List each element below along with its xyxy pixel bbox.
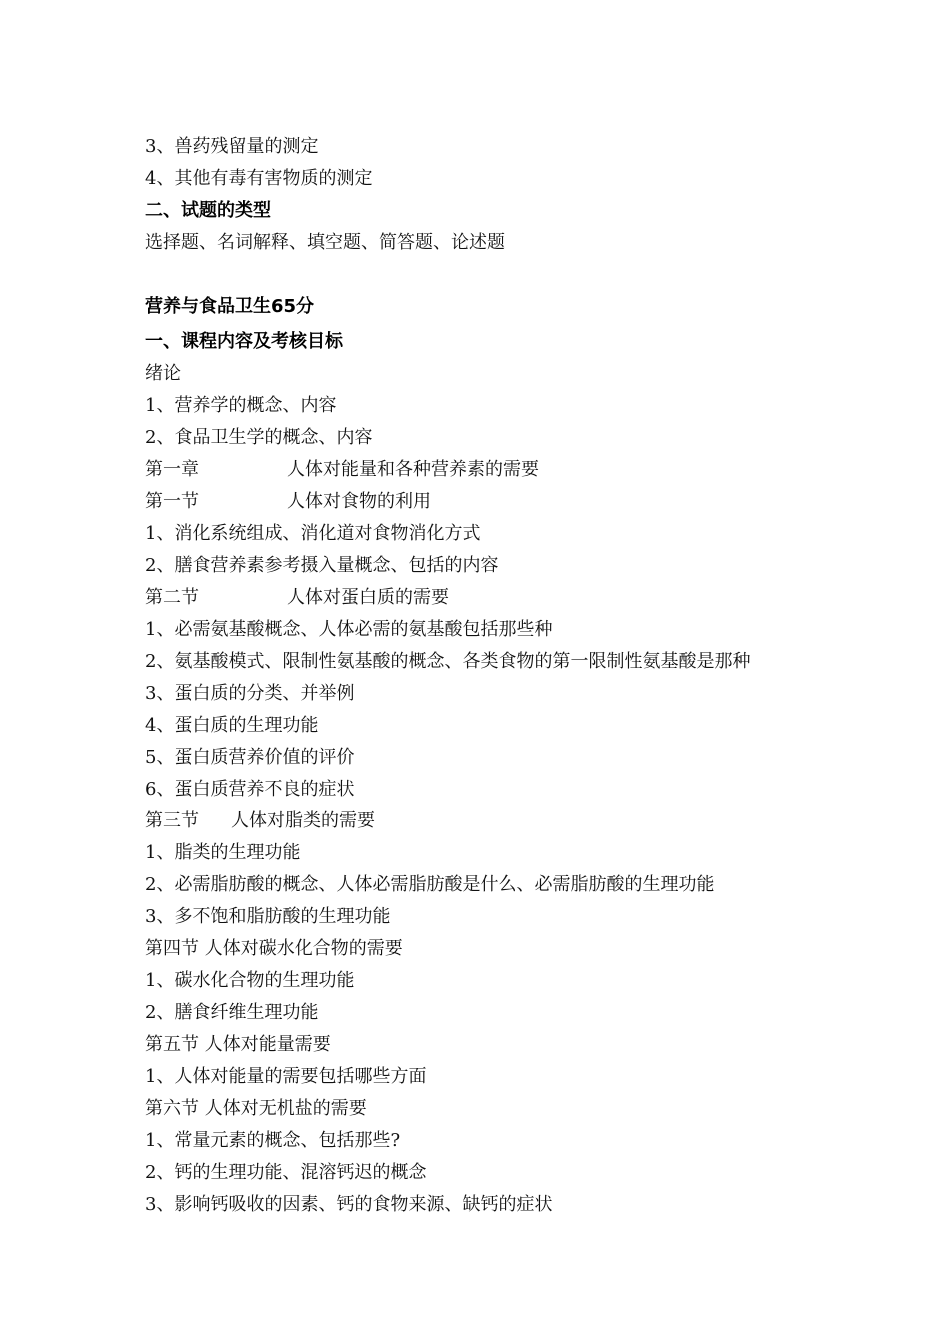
- list-item: 1、必需氨基酸概念、人体必需的氨基酸包括那些种: [145, 619, 553, 640]
- list-item: 4、蛋白质的生理功能: [145, 715, 319, 736]
- chapter-heading: [145, 459, 539, 481]
- list-item: 2、必需脂肪酸的概念、人体必需脂肪酸是什么、必需脂肪酸的生理功能: [145, 874, 715, 895]
- section-heading: [145, 810, 375, 832]
- list-item: 1、常量元素的概念、包括那些?: [145, 1130, 401, 1151]
- list-item: 6、蛋白质营养不良的症状: [145, 779, 355, 800]
- section-heading: 第六节 人体对无机盐的需要: [145, 1098, 367, 1119]
- section-label: 第三节: [145, 810, 199, 831]
- chapter-label: 第一章: [145, 459, 199, 480]
- section-heading: 第五节 人体对能量需要: [145, 1034, 331, 1055]
- list-item: 1、消化系统组成、消化道对食物消化方式: [145, 523, 481, 544]
- list-item: 2、钙的生理功能、混溶钙迟的概念: [145, 1162, 427, 1183]
- list-item: 2、氨基酸模式、限制性氨基酸的概念、各类食物的第一限制性氨基酸是那种: [145, 651, 751, 672]
- list-item: 3、多不饱和脂肪酸的生理功能: [145, 906, 391, 927]
- course-title: 营养与食品卫生65分: [145, 296, 315, 317]
- section-title: 人体对蛋白质的需要: [287, 587, 449, 608]
- intro-heading: 绪论: [145, 363, 181, 384]
- section-heading: [145, 587, 449, 609]
- section-label: 第一节: [145, 491, 199, 512]
- list-item: 2、膳食营养素参考摄入量概念、包括的内容: [145, 555, 499, 576]
- paragraph: 选择题、名词解释、填空题、简答题、论述题: [145, 232, 505, 253]
- list-item: 4、其他有毒有害物质的测定: [145, 168, 373, 189]
- list-item: 5、蛋白质营养价值的评价: [145, 747, 355, 768]
- section-label: 第二节: [145, 587, 199, 608]
- list-item: 1、脂类的生理功能: [145, 842, 301, 863]
- section-heading: 一、课程内容及考核目标: [145, 331, 343, 352]
- list-item: 3、兽药残留量的测定: [145, 136, 319, 157]
- section-heading: 第四节 人体对碳水化合物的需要: [145, 938, 403, 959]
- list-item: 3、影响钙吸收的因素、钙的食物来源、缺钙的症状: [145, 1194, 553, 1215]
- section-title: 人体对脂类的需要: [231, 810, 375, 831]
- list-item: 2、膳食纤维生理功能: [145, 1002, 319, 1023]
- list-item: 2、食品卫生学的概念、内容: [145, 427, 373, 448]
- list-item: 1、营养学的概念、内容: [145, 395, 337, 416]
- section-heading: 二、试题的类型: [145, 200, 271, 221]
- list-item: 3、蛋白质的分类、并举例: [145, 683, 355, 704]
- section-title: 人体对食物的利用: [287, 491, 431, 512]
- list-item: 1、碳水化合物的生理功能: [145, 970, 355, 991]
- section-heading: [145, 491, 431, 513]
- chapter-title: 人体对能量和各种营养素的需要: [287, 459, 539, 480]
- list-item: 1、人体对能量的需要包括哪些方面: [145, 1066, 427, 1087]
